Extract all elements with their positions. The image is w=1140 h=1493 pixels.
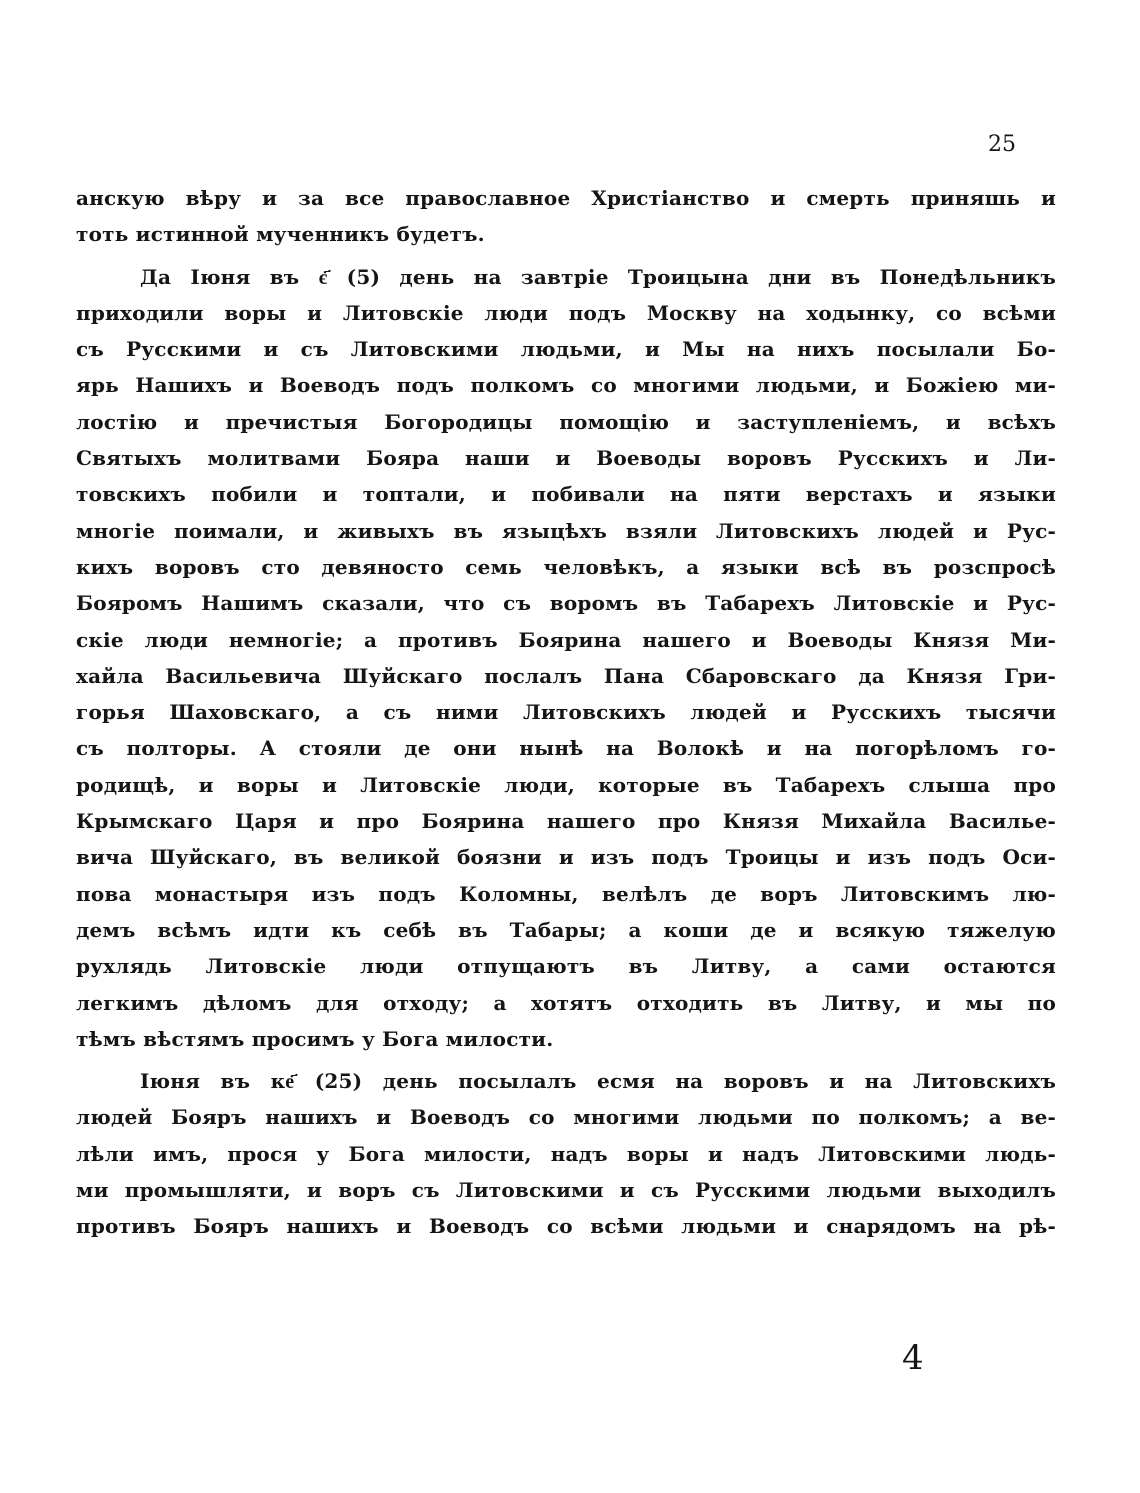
body-text: [76, 180, 1056, 1245]
text-line: ярь Нашихъ и Воеводъ подъ полкомъ со многими людьми, и Божіею ми-: [76, 373, 1056, 398]
text-line: тѣмъ вѣстямъ просимъ у Бога милости.: [76, 1026, 554, 1051]
text-line: пова монастыря изъ подъ Коломны, велѣлъ де воръ Литовскимъ лю-: [76, 881, 1056, 906]
paragraph: [76, 259, 1056, 1058]
text-line: съ Русскими и съ Литовскими людьми, и Мы на нихъ посылали Бо-: [76, 337, 1056, 362]
text-line: кихъ воровъ сто девяносто семь человѣкъ, а языки всѣ въ розспросѣ: [76, 554, 1056, 579]
text-line: лѣли имъ, прося у Бога милости, надъ воры и надъ Литовскими людь-: [76, 1141, 1056, 1166]
text-line: противъ Бояръ нашихъ и Воеводъ со всѣми людьми и снарядомъ на рѣ-: [76, 1214, 1056, 1239]
text-line: хайла Васильевича Шуйскаго послалъ Пана Сбаровскаго да Князя Гри-: [76, 663, 1056, 688]
text-line: Бояромъ Нашимъ сказали, что съ воромъ въ Табарехъ Литовскіе и Рус-: [76, 591, 1056, 616]
text-line: Крымскаго Царя и про Боярина нашего про Князя Михайла Василье-: [76, 809, 1056, 834]
text-line: горья Шаховскаго, а съ ними Литовскихъ людей и Русскихъ тысячи: [76, 700, 1056, 725]
signature-mark: 4: [902, 1338, 924, 1378]
paragraph: [76, 1063, 1056, 1244]
text-line: родищѣ, и воры и Литовскіе люди, которые въ Табарехъ слыша про: [76, 772, 1056, 797]
text-line: съ полторы. А стояли де они нынѣ на Волокѣ и на погорѣломъ го-: [76, 736, 1056, 761]
page-number: 25: [988, 132, 1016, 157]
text-line: скіе люди немногіе; а противъ Боярина нашего и Воеводы Князя Ми-: [76, 627, 1056, 652]
text-line: приходили воры и Литовскіе люди подъ Москву на ходынку, со всѣми: [76, 300, 1056, 325]
text-line: Да Іюня въ є҃ (5) день на завтріе Троицына дни въ Понедѣльникъ: [140, 264, 1056, 289]
text-line: вича Шуйскаго, въ великой боязни и изъ подъ Троицы и изъ подъ Оси-: [76, 845, 1056, 870]
text-line: анскую вѣру и за все православное Христіанство и смерть приняшь и: [76, 186, 1056, 210]
text-line: людей Бояръ нашихъ и Воеводъ со многими людьми по полкомъ; а ве-: [76, 1105, 1056, 1130]
text-line: демъ всѣмъ идти къ себѣ въ Табары; а коши де и всякую тяжелую: [76, 917, 1056, 942]
text-line: ми промышляти, и воръ съ Литовскими и съ Русскими людьми выходилъ: [76, 1178, 1056, 1203]
paragraph: [76, 180, 1056, 253]
text-line: тоть истинной мученникъ будетъ.: [76, 222, 485, 247]
text-line: лостію и пречистыя Богородицы помощію и заступленіемъ, и всѣхъ: [76, 409, 1056, 434]
text-line: легкимъ дѣломъ для отходу; а хотятъ отходить въ Литву, и мы по: [76, 990, 1056, 1015]
text-line: Святыхъ молитвами Бояра наши и Воеводы воровъ Русскихъ и Ли-: [76, 446, 1056, 471]
text-line: товскихъ побили и топтали, и побивали на пяти верстахъ и языки: [76, 482, 1056, 507]
text-line: Іюня въ ке҃ (25) день посылалъ есмя на воровъ и на Литовскихъ: [140, 1069, 1056, 1094]
text-line: многіе поимали, и живыхъ въ языцѣхъ взяли Литовскихъ людей и Рус-: [76, 518, 1056, 543]
text-line: рухлядь Литовскіе люди отпущаютъ въ Литву, а сами остаются: [76, 954, 1056, 979]
